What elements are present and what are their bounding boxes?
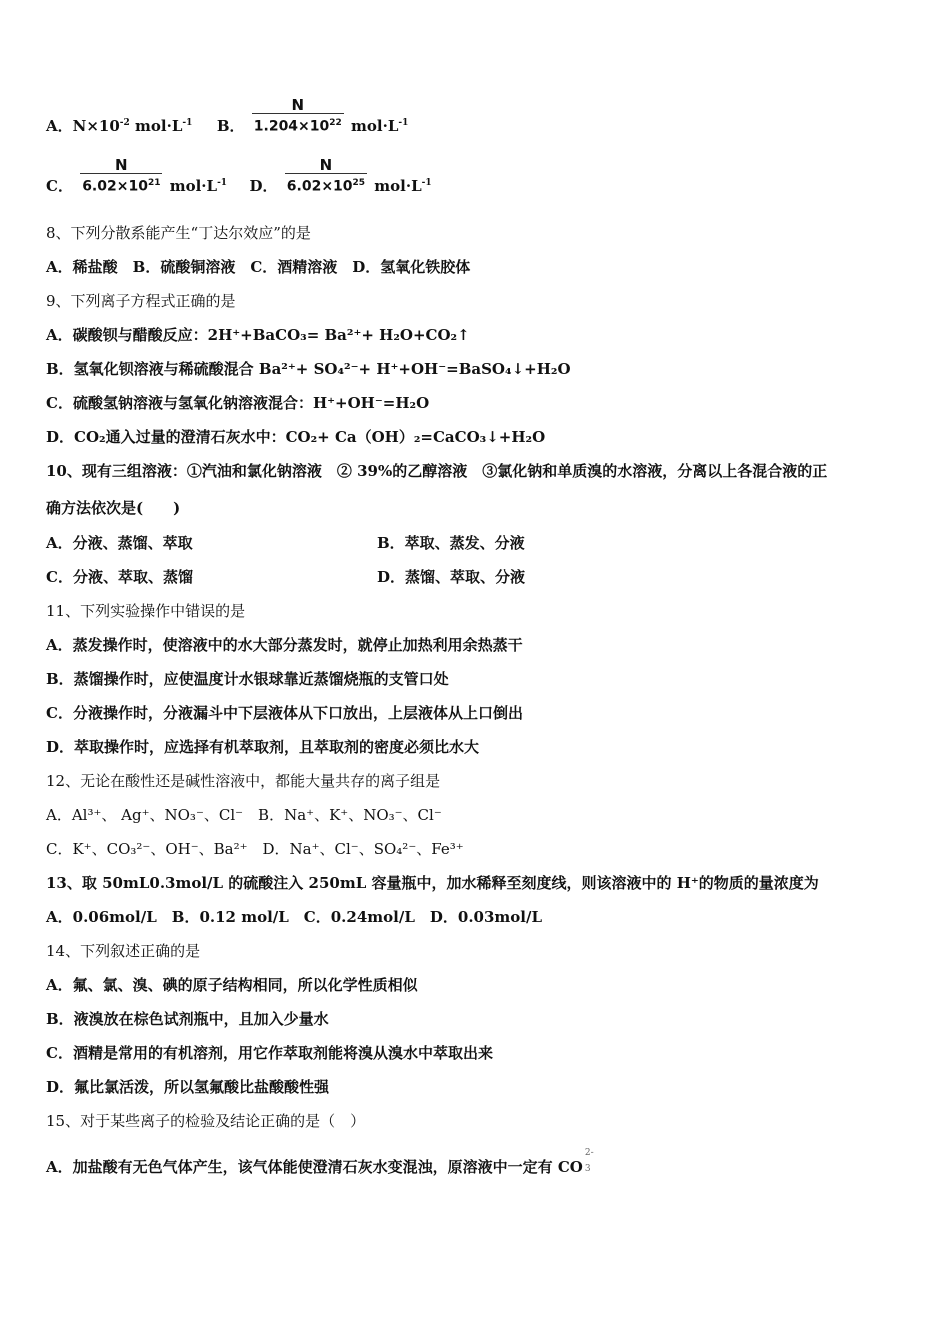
q14-stem: 14、下列叙述正确的是 <box>46 942 201 960</box>
q7-option-a-unit-exp: -1 <box>182 118 193 128</box>
q7-option-c-unit-exp: -1 <box>217 178 228 188</box>
q7-option-b-denominator: $1.204\times 10^{22}$ <box>252 113 344 135</box>
q9-option-d: D．CO₂通入过量的澄清石灰水中：CO₂+ Ca（OH）₂=CaCO₃↓+H₂O <box>46 428 546 446</box>
q7-option-c-denominator: $6.02\times 10^{21}$ <box>80 173 162 195</box>
q7-option-c-unit: mol·L <box>164 177 218 195</box>
q10-stem-line2: 确方法依次是( ) <box>46 499 181 517</box>
q7-option-b-fraction <box>252 97 344 135</box>
q8-options: A．稀盐酸 B．硫酸铜溶液 C．酒精溶液 D．氢氧化铁胶体 <box>46 258 471 276</box>
q15-stem: 15、对于某些离子的检验及结论正确的是（ ） <box>46 1112 366 1130</box>
q13-options: A．0.06mol/L B．0.12 mol/L C．0.24mol/L D．0.03mol/L <box>46 908 543 926</box>
q15-option-a <box>46 1148 594 1177</box>
q9-stem: 9、下列离子方程式正确的是 <box>46 292 236 310</box>
q12-stem: 12、无论在酸性还是碱性溶液中，都能大量共存的离子组是 <box>46 772 441 790</box>
q7-option-a-text: N×10 <box>72 117 120 135</box>
q7-option-d-fraction <box>285 157 367 195</box>
q10-option-c: C．分液、萃取、蒸馏 <box>46 568 193 586</box>
q7-option-a-exp: -2 <box>119 118 130 128</box>
q11-option-b: B．蒸馏操作时，应使温度计水银球靠近蒸馏烧瓶的支管口处 <box>46 670 449 688</box>
q7-option-c-label: C． <box>46 177 73 195</box>
q11-option-c: C．分液操作时，分液漏斗中下层液体从下口放出，上层液体从上口倒出 <box>46 704 523 722</box>
q7-option-b-numerator: N <box>291 96 305 115</box>
q12-options-cd: C．K⁺、CO₃²⁻、OH⁻、Ba²⁺ D．Na⁺、Cl⁻、SO₄²⁻、Fe³⁺ <box>46 840 464 858</box>
q10-option-a: A．分液、蒸馏、萃取 <box>46 534 193 552</box>
q15-option-a-ion-charge: 2- 3 <box>584 1148 594 1174</box>
q14-option-d: D．氟比氯活泼，所以氢氟酸比盐酸酸性强 <box>46 1078 330 1096</box>
q9-option-a: A．碳酸钡与醋酸反应：2H⁺+BaCO₃= Ba²⁺+ H₂O+CO₂↑ <box>46 326 470 344</box>
q7-options-ab <box>46 96 409 136</box>
q10-option-d: D．蒸馏、萃取、分液 <box>377 568 526 586</box>
q7-option-d-unit-exp: -1 <box>421 178 432 188</box>
q7-option-d-denominator: $6.02\times 10^{25}$ <box>285 173 367 195</box>
q7-option-d-unit: mol·L <box>369 177 422 195</box>
q7-option-d-label: D． <box>249 177 278 195</box>
q11-option-d: D．萃取操作时，应选择有机萃取剂，且萃取剂的密度必须比水大 <box>46 738 480 756</box>
q7-option-c-fraction <box>80 157 162 195</box>
q14-option-c: C．酒精是常用的有机溶剂，用它作萃取剂能将溴从溴水中萃取出来 <box>46 1044 493 1062</box>
q10-stem-line1: 10、现有三组溶液：①汽油和氯化钠溶液 ② 39%的乙醇溶液 ③氯化钠和单质溴的水溶液，分离以上各混合液的正 <box>46 462 828 480</box>
q7-option-b-label: B． <box>216 117 245 135</box>
q7-options-cd <box>46 156 432 196</box>
q8-stem: 8、下列分散系能产生“丁达尔效应”的是 <box>46 224 311 242</box>
q9-option-c: C．硫酸氢钠溶液与氢氧化钠溶液混合：H⁺+OH⁻=H₂O <box>46 394 430 412</box>
q13-stem: 13、取 50mL0.3mol/L 的硫酸注入 250mL 容量瓶中，加水稀释至刻度线，则该溶液中的 H⁺的物质的量浓度为 <box>46 874 819 892</box>
q7-option-a-unit: mol·L <box>129 117 183 135</box>
q7-option-c-numerator: N <box>115 156 128 175</box>
q11-stem: 11、下列实验操作中错误的是 <box>46 602 246 620</box>
q7-option-a-label: A． <box>46 117 73 135</box>
q14-option-a: A．氟、氯、溴、碘的原子结构相同，所以化学性质相似 <box>46 976 418 994</box>
q9-option-b: B．氢氧化钡溶液与稀硫酸混合 Ba²⁺+ SO₄²⁻+ H⁺+OH⁻=BaSO₄↓+H₂O <box>46 360 571 378</box>
q7-option-b-unit: mol·L <box>345 117 399 135</box>
q11-option-a: A．蒸发操作时，使溶液中的水大部分蒸发时，就停止加热利用余热蒸干 <box>46 636 523 654</box>
q15-option-a-text: A．加盐酸有无色气体产生，该气体能使澄清石灰水变混浊，原溶液中一定有 CO <box>46 1158 583 1176</box>
q10-option-b: B．萃取、蒸发、分液 <box>377 534 525 552</box>
q7-option-b-unit-exp: -1 <box>398 118 409 128</box>
q14-option-b: B．液溴放在棕色试剂瓶中，且加入少量水 <box>46 1010 329 1028</box>
q7-option-d-numerator: N <box>319 156 333 175</box>
q12-options-ab: A．Al³⁺、 Ag⁺、NO₃⁻、Cl⁻ B．Na⁺、K⁺、NO₃⁻、Cl⁻ <box>46 806 442 824</box>
